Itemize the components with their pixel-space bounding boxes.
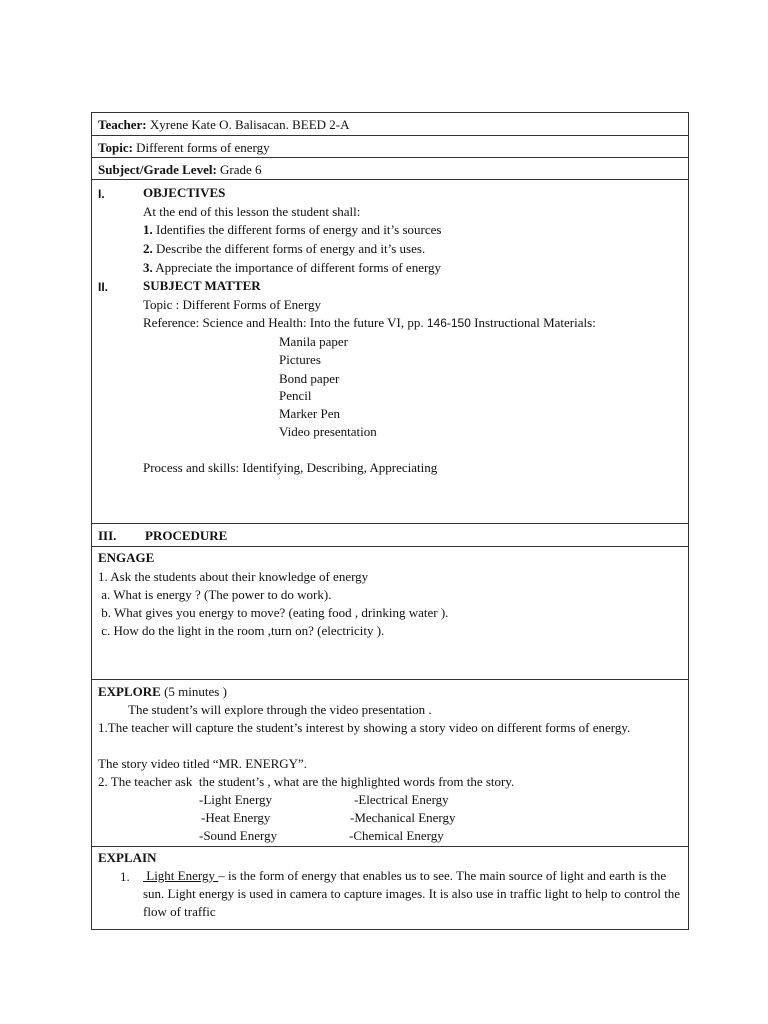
explore-line-4: 2. The teacher ask the student’s , what are the highlighted words from the story. xyxy=(98,774,515,789)
objective-item-1 xyxy=(143,222,441,238)
explain-item-number: 1. xyxy=(120,869,130,884)
light-energy-definition: – is the form of energy that enables us to see. The main source of light and earth is the sun. Light energy is used in camera to capture images. It is also use in traffic light to help to control the flow of traffic xyxy=(143,868,681,919)
reference-materials-label: Instructional Materials: xyxy=(470,315,596,330)
explore-heading: EXPLORE xyxy=(98,684,161,699)
topic-value: Different forms of energy xyxy=(136,140,270,155)
topic-label: Topic: xyxy=(98,140,133,155)
engage-heading: ENGAGE xyxy=(98,550,155,565)
engage-line: a. What is energy ? (The power to do work). xyxy=(98,587,332,602)
explore-line-1: The student’s will explore through the video presentation . xyxy=(128,702,432,717)
energy-item-right: -Chemical Energy xyxy=(349,828,444,843)
material-item: Pencil xyxy=(279,388,312,403)
engage-line: b. What gives you energy to move? (eating food , drinking water ). xyxy=(98,605,449,620)
explore-line-2: 1.The teacher will capture the student’s interest by showing a story video on different forms of energy. xyxy=(98,720,631,735)
lesson-plan-table xyxy=(91,112,689,930)
subject-label: Subject/Grade Level: xyxy=(98,162,217,177)
procedure-numeral: III. xyxy=(98,528,117,543)
objective-number-3: 3. xyxy=(143,260,153,275)
material-item: Marker Pen xyxy=(279,406,341,421)
subject-matter-reference xyxy=(143,315,596,331)
energy-item-left: -Light Energy xyxy=(199,792,273,807)
material-item: Bond paper xyxy=(279,371,340,386)
objective-text-2: Describe the different forms of energy and it’s uses. xyxy=(156,241,426,256)
objectives-subject-row xyxy=(92,180,688,524)
process-skills: Process and skills: Identifying, Describing, Appreciating xyxy=(143,460,438,475)
subject-value: Grade 6 xyxy=(220,162,262,177)
engage-section xyxy=(92,547,688,680)
reference-text: Reference: Science and Health: Into the future VI, pp. xyxy=(143,315,427,330)
subject-line xyxy=(98,162,262,178)
material-item: Video presentation xyxy=(279,424,377,439)
reference-pages: 146-150 xyxy=(426,316,471,330)
explain-heading: EXPLAIN xyxy=(98,850,157,865)
topic-line xyxy=(98,140,270,156)
teacher-row xyxy=(92,113,688,136)
energy-item-left: -Sound Energy xyxy=(199,828,278,843)
explore-line-3: The story video titled “MR. ENERGY”. xyxy=(98,756,308,771)
light-energy-term: Light Energy xyxy=(143,868,219,883)
explore-heading-line xyxy=(98,684,227,700)
procedure-heading: PROCEDURE xyxy=(145,528,228,543)
teacher-label: Teacher: xyxy=(98,117,147,132)
objective-number-1: 1. xyxy=(143,222,153,237)
objective-item-2 xyxy=(143,241,425,257)
teacher-line xyxy=(98,117,350,133)
teacher-value: Xyrene Kate O. Balisacan. BEED 2-A xyxy=(149,117,350,132)
material-item: Manila paper xyxy=(279,334,348,349)
explain-item-text xyxy=(143,867,681,921)
objectives-heading: OBJECTIVES xyxy=(143,185,226,200)
objectives-intro: At the end of this lesson the student shall: xyxy=(143,204,361,219)
energy-item-left: -Heat Energy xyxy=(201,810,271,825)
explain-section xyxy=(92,847,688,931)
subject-row xyxy=(92,158,688,180)
subject-matter-topic: Topic : Different Forms of Energy xyxy=(143,297,322,312)
objectives-numeral: I. xyxy=(98,187,105,201)
subject-matter-numeral: II. xyxy=(98,280,109,294)
explore-section xyxy=(92,680,688,847)
objective-text-1: Identifies the different forms of energy and it’s sources xyxy=(156,222,442,237)
topic-row xyxy=(92,136,688,158)
objective-text-3: Appreciate the importance of different forms of energy xyxy=(155,260,442,275)
engage-line: 1. Ask the students about their knowledge of energy xyxy=(98,569,369,584)
material-item: Pictures xyxy=(279,352,321,367)
procedure-row xyxy=(92,524,688,547)
explore-duration: (5 minutes ) xyxy=(160,684,227,699)
engage-line: c. How do the light in the room ,turn on? (electricity ). xyxy=(98,623,385,638)
objective-number-2: 2. xyxy=(143,241,153,256)
energy-item-right: -Electrical Energy xyxy=(354,792,449,807)
objective-item-3 xyxy=(143,260,441,276)
energy-item-right: -Mechanical Energy xyxy=(350,810,456,825)
subject-matter-heading: SUBJECT MATTER xyxy=(143,278,261,293)
